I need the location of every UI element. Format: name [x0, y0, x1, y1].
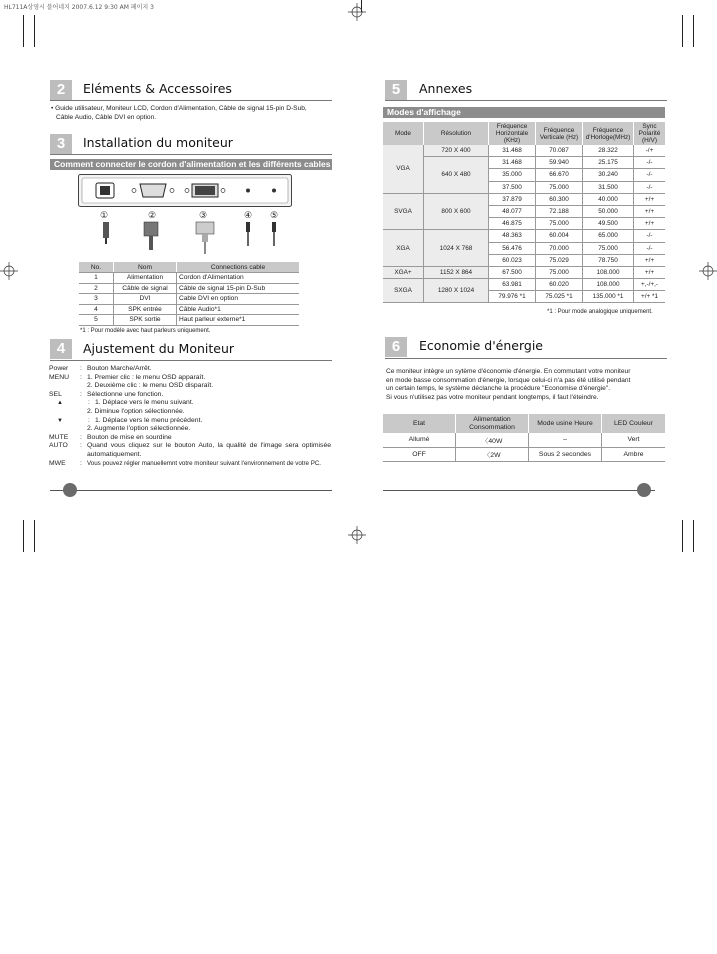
crop-mark	[23, 520, 24, 552]
table-cell: DVI	[114, 294, 177, 305]
table-cell: +/+ *1	[634, 291, 666, 303]
accessories-line: • Guide utilisateur, Moniteur LCD, Cordon d'Alimentation, Câble de signal 15-pin D-Sub,	[51, 105, 307, 112]
control-row	[49, 374, 331, 383]
table-cell: 〈40W	[456, 433, 529, 447]
table-row	[79, 304, 299, 315]
controls-list	[49, 365, 331, 468]
resolution-cell: 640 X 480	[424, 157, 489, 194]
control-key: MUTE	[49, 433, 69, 441]
control-key: Power	[49, 365, 69, 372]
control-desc: Sélectionne une fonction.	[87, 390, 164, 398]
crop-mark	[693, 15, 694, 47]
table-cell: 75.000	[536, 181, 583, 193]
control-key	[49, 425, 80, 434]
control-colon: :	[80, 390, 82, 398]
table-cell: Vert	[602, 433, 666, 447]
table-cell: 3	[79, 294, 114, 305]
port-label: ③	[199, 210, 208, 220]
mode-cell: SVGA	[383, 193, 424, 230]
table-cell: 60.004	[536, 230, 583, 242]
control-row	[49, 382, 331, 391]
print-header: HL711A상영시 블어네지 2007.6.12 9:30 AM 페이지 3	[4, 4, 154, 11]
table-cell: OFF	[383, 447, 456, 462]
control-row	[49, 399, 331, 408]
registration-mark-icon	[348, 526, 366, 544]
display-modes-table	[383, 122, 665, 303]
crop-mark	[34, 520, 35, 552]
table-cell: 75.000	[536, 266, 583, 278]
section-number: 4	[50, 339, 72, 359]
paragraph-line: Si vous n'utilisez pas votre moniteur pendant longtemps, il faut l'éteindre.	[386, 393, 599, 401]
table-cell: 35.000	[489, 169, 536, 181]
table-cell: Ambre	[602, 447, 666, 462]
connector-panel-illustration	[78, 174, 302, 268]
table-cell: 49.500	[583, 218, 634, 230]
port-label: ④	[244, 210, 253, 220]
control-key	[49, 408, 80, 417]
table-header: Mode usine Heure	[529, 414, 602, 433]
table-cell: +/+	[634, 218, 666, 230]
control-key: AUTO	[49, 442, 68, 450]
control-colon: :	[80, 373, 82, 381]
table-cell: 78.750	[583, 254, 634, 266]
table-row	[383, 230, 665, 242]
table-cell: Câble Audio*1	[177, 304, 300, 315]
paragraph-line: un certain temps, le système déclanche la procédure "Economise d'énergie".	[386, 385, 611, 392]
accessories-text	[51, 105, 336, 122]
connections-footnote: *1 : Pour modèle avec haut parleurs uniquement.	[80, 328, 211, 334]
table-cell: SPK sortie	[114, 315, 177, 326]
table-cell: 1	[79, 273, 114, 284]
table-cell: +/+	[634, 266, 666, 278]
paragraph-line: en mode basse consommation d'énergie, lorsque celui-ci n'a pas été utilisé pendant	[386, 376, 631, 384]
table-cell: Câble de signal 15-pin D-Sub	[177, 283, 300, 294]
section-number: 5	[385, 80, 407, 100]
table-cell: 30.240	[583, 169, 634, 181]
table-cell: 4	[79, 304, 114, 315]
table-cell: 31.468	[489, 145, 536, 157]
table-row	[383, 145, 665, 157]
table-cell: -/-	[634, 242, 666, 254]
table-header: LED Couleur	[602, 414, 666, 433]
registration-mark-icon	[699, 262, 717, 280]
section-number: 3	[50, 134, 72, 154]
table-cell: 60.023	[489, 254, 536, 266]
page-dot-icon	[63, 483, 77, 497]
control-colon: :	[80, 433, 82, 441]
table-header: Alimentation Consommation	[456, 414, 529, 433]
table-cell: 60.300	[536, 193, 583, 205]
control-desc: 2. Diminue l'option sélectionnée.	[87, 407, 185, 415]
table-cell: 108.000	[583, 279, 634, 291]
control-colon	[80, 382, 87, 391]
table-cell: -/+	[634, 145, 666, 157]
table-cell: 108.000	[583, 266, 634, 278]
table-cell: -/-	[634, 169, 666, 181]
table-row	[383, 157, 665, 169]
table-row	[79, 283, 299, 294]
table-row	[79, 315, 299, 326]
control-desc: Vous pouvez régler manuellemnt votre moniteur suivant l'environnement de votre PC.	[87, 459, 322, 467]
connections-table	[79, 262, 299, 326]
mode-cell: SXGA	[383, 279, 424, 303]
table-cell: Sous 2 secondes	[529, 447, 602, 462]
table-cell: Câble de signal	[114, 283, 177, 294]
control-desc: 2. Augmente l'option sélectionnée.	[87, 425, 191, 433]
table-cell: 63.981	[489, 279, 536, 291]
section-rule	[50, 100, 332, 101]
table-cell: 48.363	[489, 230, 536, 242]
section-title: Installation du moniteur	[83, 135, 233, 150]
control-key: ▲	[57, 400, 63, 407]
section-title: Economie d'énergie	[419, 338, 543, 353]
table-cell: 56.476	[489, 242, 536, 254]
table-cell: -/-	[634, 157, 666, 169]
table-cell: -/-	[634, 181, 666, 193]
table-cell: 75.000	[583, 242, 634, 254]
table-cell: 37.879	[489, 193, 536, 205]
accessories-line: Câble Audio, Câble DVI en option.	[56, 113, 157, 121]
table-cell: 40.000	[583, 193, 634, 205]
table-cell: 60.020	[536, 279, 583, 291]
table-cell: -/-	[634, 230, 666, 242]
control-row	[49, 434, 331, 443]
table-cell: Cable DVI en option	[177, 294, 300, 305]
control-colon: :	[80, 365, 82, 372]
table-cell: 〈2W	[456, 447, 529, 462]
control-colon	[80, 408, 87, 417]
table-header: Nom	[114, 262, 177, 273]
control-row	[49, 391, 331, 400]
mode-cell: XGA	[383, 230, 424, 267]
table-header: Sync Polarité (H/V)	[634, 122, 666, 145]
table-row	[383, 447, 665, 462]
crop-mark	[682, 15, 683, 47]
control-desc: Quand vous cliquez sur le bouton Auto, la qualité de l'image sera optimisée automatiquement.	[87, 442, 331, 458]
table-row	[383, 266, 665, 278]
table-cell: 66.670	[536, 169, 583, 181]
table-cell: Haut parleur externe*1	[177, 315, 300, 326]
control-key	[49, 382, 80, 391]
control-desc: Bouton Marche/Arrêt.	[87, 365, 152, 372]
table-cell: Allumé	[383, 433, 456, 447]
table-cell: 31.468	[489, 157, 536, 169]
table-cell: 70.000	[536, 242, 583, 254]
table-cell: 48.077	[489, 205, 536, 217]
control-row	[49, 442, 331, 459]
table-cell: Alimentation	[114, 273, 177, 284]
control-row	[49, 365, 331, 374]
registration-mark-icon	[348, 3, 366, 21]
control-key: MENU	[49, 373, 70, 381]
table-cell: 5	[79, 315, 114, 326]
section-number: 2	[50, 80, 72, 100]
table-header: Etat	[383, 414, 456, 433]
section-rule	[385, 100, 667, 101]
table-cell: 75.029	[536, 254, 583, 266]
section-rule	[50, 154, 332, 155]
section-rule	[385, 358, 667, 359]
control-row	[49, 408, 331, 417]
control-colon	[80, 425, 87, 434]
control-colon: :	[88, 416, 90, 424]
footer-rule	[383, 490, 655, 491]
table-header: Mode	[383, 122, 424, 145]
table-cell: +/+	[634, 205, 666, 217]
port-label: ①	[100, 210, 109, 220]
table-cell: 65.000	[583, 230, 634, 242]
control-row	[49, 460, 331, 469]
subsection-bar: Modes d'affichage	[383, 107, 665, 118]
modes-footnote: *1 : Pour mode analogique uniquement.	[547, 309, 653, 315]
table-cell: 59.940	[536, 157, 583, 169]
mode-cell: XGA+	[383, 266, 424, 278]
table-cell: +/+	[634, 254, 666, 266]
control-colon: :	[88, 399, 90, 407]
control-desc: 1. Déplace vers le menu précédent.	[95, 416, 203, 424]
control-desc: 1. Déplace vers le menu suivant.	[95, 399, 194, 407]
control-row	[49, 417, 331, 426]
control-colon: :	[80, 459, 82, 467]
mode-cell: VGA	[383, 145, 424, 193]
port-label: ⑤	[270, 210, 279, 220]
table-row	[383, 433, 665, 447]
table-cell: 50.000	[583, 205, 634, 217]
table-cell: 75.000	[536, 218, 583, 230]
page-dot-icon	[637, 483, 651, 497]
crop-mark	[23, 15, 24, 47]
resolution-cell: 1024 X 768	[424, 230, 489, 267]
table-cell: –	[529, 433, 602, 447]
crop-mark	[34, 15, 35, 47]
table-cell: 70.087	[536, 145, 583, 157]
section-title: Annexes	[419, 81, 473, 96]
registration-mark-icon	[0, 262, 18, 280]
table-cell: 67.500	[489, 266, 536, 278]
control-key: ▼	[57, 417, 63, 424]
energy-paragraph	[386, 368, 668, 402]
subsection-bar: Comment connecter le cordon d'alimentation et les différents cables ?	[50, 159, 332, 170]
table-row	[383, 193, 665, 205]
table-cell: 28.322	[583, 145, 634, 157]
table-header: Résolution	[424, 122, 489, 145]
crop-mark	[682, 520, 683, 552]
table-header: Connections cable	[177, 262, 300, 273]
control-desc: 2. Deuxième clic : le menu OSD disparaît.	[87, 382, 214, 390]
resolution-cell: 720 X 400	[424, 145, 489, 157]
table-row	[383, 279, 665, 291]
table-cell: 72.188	[536, 205, 583, 217]
table-cell: 37.500	[489, 181, 536, 193]
footer-rule	[50, 490, 332, 491]
table-header: Fréquence Horizontale (KHz)	[489, 122, 536, 145]
table-cell: 46.875	[489, 218, 536, 230]
resolution-cell: 1152 X 864	[424, 266, 489, 278]
section-number: 6	[385, 337, 407, 357]
section-title: Ajustement du Moniteur	[83, 341, 235, 356]
section-title: Eléments & Accessoires	[83, 81, 232, 96]
control-desc: Bouton de mise en sourdine	[87, 433, 172, 441]
table-cell: 2	[79, 283, 114, 294]
table-cell: 135.000 *1	[583, 291, 634, 303]
control-key: MWE	[49, 459, 66, 467]
resolution-cell: 800 X 600	[424, 193, 489, 230]
table-cell: 31.500	[583, 181, 634, 193]
table-cell: SPK entrée	[114, 304, 177, 315]
paragraph-line: Ce moniteur intègre un sytème d'économie d'énergie. En commutant votre moniteur	[386, 368, 631, 375]
table-header: Fréquence d'Horloge(MHz)	[583, 122, 634, 145]
control-desc: 1. Premier clic : le menu OSD apparaît.	[87, 373, 206, 381]
control-key: SEL	[49, 390, 62, 398]
table-row	[79, 294, 299, 305]
port-label: ②	[148, 210, 157, 220]
table-cell: +/+	[634, 193, 666, 205]
resolution-cell: 1280 X 1024	[424, 279, 489, 303]
table-cell: 25.175	[583, 157, 634, 169]
control-row	[49, 425, 331, 434]
section-rule	[50, 360, 332, 361]
table-header: Fréquence Verticale (Hz)	[536, 122, 583, 145]
crop-mark	[693, 520, 694, 552]
table-cell: 79.976 *1	[489, 291, 536, 303]
table-row	[79, 273, 299, 284]
table-cell: Cordon d'Alimentation	[177, 273, 300, 284]
control-colon: :	[80, 442, 82, 450]
table-cell: +,-/+,-	[634, 279, 666, 291]
table-header: No.	[79, 262, 114, 273]
power-saving-table	[383, 414, 665, 462]
table-cell: 75.025 *1	[536, 291, 583, 303]
